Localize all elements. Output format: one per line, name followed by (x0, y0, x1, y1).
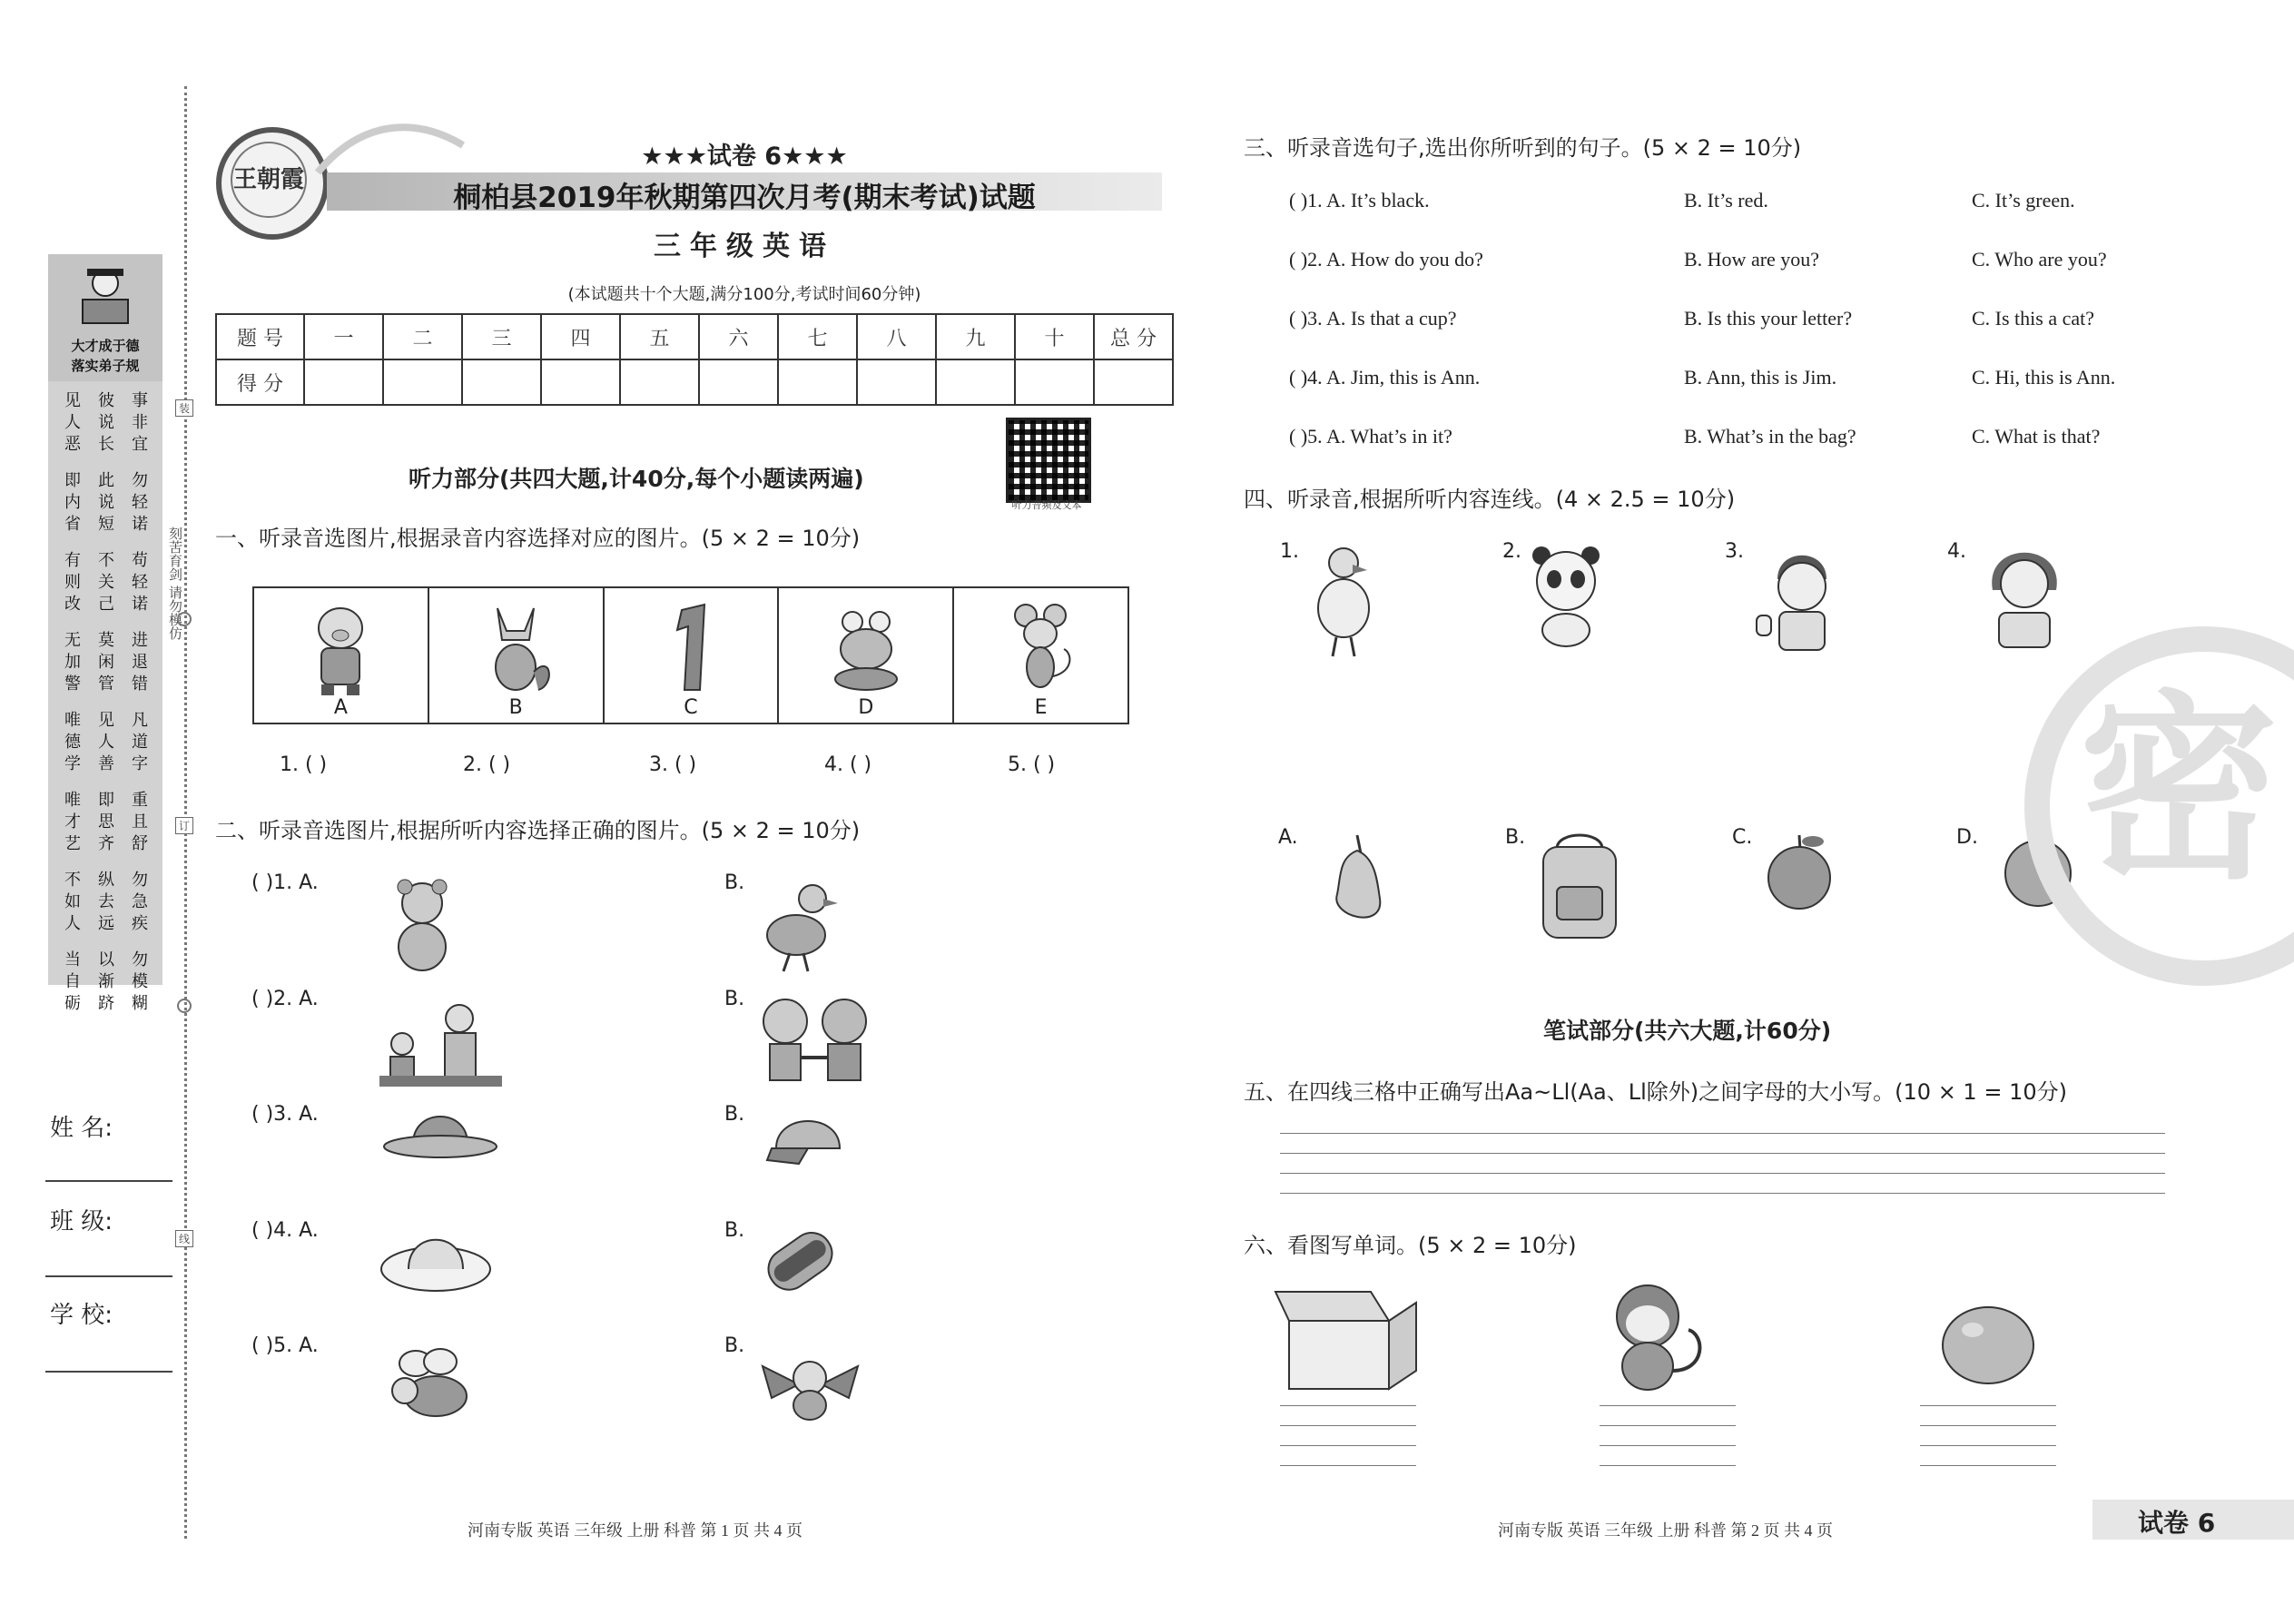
picture-letter-c: C (684, 696, 698, 719)
number-one-icon (650, 599, 732, 699)
motto-head-line1: 大才成于德 (71, 338, 140, 354)
cap-icon (763, 1107, 862, 1171)
score-cell[interactable] (462, 359, 541, 405)
bow-icon-2 (175, 997, 193, 1015)
word-line (1280, 1405, 1416, 1406)
sec2-q5-label[interactable]: ( )5. A. (251, 1334, 319, 1357)
sec2-q5-b-label: B. (724, 1334, 745, 1357)
round-hat-icon (377, 1225, 495, 1298)
score-cell[interactable] (1015, 359, 1094, 405)
fox-icon (475, 599, 556, 699)
duck-icon (758, 876, 840, 976)
grid-line-4 (1280, 1193, 2165, 1194)
motto-column: 纵去远 (98, 871, 114, 933)
binding-stamp-xian: 线 (175, 1230, 193, 1247)
word-line (1600, 1445, 1736, 1446)
answer-blank-5[interactable]: 5. ( ) (1008, 753, 1056, 776)
exam-note: (本试题共十个大题,满分100分,考试时间60分钟) (567, 285, 921, 304)
score-cell[interactable]: 得 分 (216, 359, 304, 405)
sec2-q4-b-label: B. (724, 1219, 745, 1242)
frog-icon (825, 599, 907, 699)
motto-column: 即思齐 (98, 791, 114, 853)
score-header-cell: 四 (541, 314, 620, 359)
motto-column: 见人善 (98, 711, 114, 773)
score-cell[interactable] (857, 359, 936, 405)
sec3-option-c: C. What is that? (1972, 425, 2101, 448)
word-line (1920, 1405, 2056, 1406)
motto-column: 勿急疾 (132, 871, 148, 933)
motto-column: 莫闲管 (98, 631, 114, 694)
motto-header (48, 254, 162, 381)
section1-picture-table (252, 586, 1129, 724)
sec3-option-b: B. Ann, this is Jim. (1684, 366, 1837, 389)
sec3-option-a[interactable]: ( )1. A. It’s black. (1289, 189, 1430, 212)
grid-line-2 (1280, 1153, 2165, 1154)
picture-letter-a: A (333, 696, 348, 719)
score-header-cell: 题 号 (216, 314, 304, 359)
box-icon (1271, 1284, 1421, 1393)
sec2-q1-b-label: B. (724, 871, 745, 894)
sec3-option-b: B. Is this your letter? (1684, 307, 1853, 330)
motto-column: 此说短 (98, 471, 114, 534)
girl-bear-handshake-icon (753, 994, 876, 1085)
word-line (1920, 1445, 2056, 1446)
motto-column: 重且舒 (132, 791, 148, 853)
motto-group (61, 950, 152, 1015)
paper-number: ★★★试卷 6★★★ (641, 143, 848, 171)
girl-icon[interactable] (1979, 540, 2070, 649)
class-label: 班 级: (50, 1208, 113, 1235)
section1-title: 一、听录音选图片,根据录音内容选择对应的图片。(5 × 2 = 10分) (215, 526, 861, 551)
duck-icon-2[interactable] (1307, 543, 1380, 661)
motto-column: 彼说长 (98, 391, 114, 454)
motto-group (61, 630, 152, 695)
motto-column: 见人恶 (64, 391, 81, 454)
pig-icon (300, 599, 381, 699)
side-note: 刻苦育剑 请勿模仿 (167, 527, 183, 640)
score-cell[interactable] (778, 359, 857, 405)
motto-column: 唯才艺 (64, 791, 81, 853)
section4-title: 四、听录音,根据所听内容连线。(4 × 2.5 = 10分) (1244, 487, 1736, 512)
score-cell[interactable] (620, 359, 699, 405)
motto-group (61, 550, 152, 615)
sec4-top-label-3: 3. (1725, 540, 1744, 563)
picture-cell-e (954, 588, 1127, 723)
sec3-option-b: B. What’s in the bag? (1684, 425, 1856, 448)
footer-left: 河南专版 英语 三年级 上册 科普 第 1 页 共 4 页 (468, 1521, 802, 1540)
bear-icon (381, 876, 463, 976)
school-field[interactable] (45, 1371, 172, 1373)
sec3-option-c: C. Hi, this is Ann. (1972, 366, 2116, 389)
word-line (1600, 1425, 1736, 1426)
exam-title: 桐柏县2019年秋期第四次月考(期末考试)试题 (453, 182, 1036, 214)
motto-column: 不关己 (98, 551, 114, 614)
sec3-option-a[interactable]: ( )5. A. What’s in it? (1289, 425, 1452, 448)
school-label: 学 校: (50, 1302, 113, 1329)
motto-group (61, 710, 152, 775)
word-line (1280, 1445, 1416, 1446)
sec3-option-b: B. How are you? (1684, 248, 1820, 271)
teacher-student-icon (379, 999, 502, 1089)
sec4-bottom-label-b: B. (1505, 826, 1526, 849)
grid-line-3 (1280, 1173, 2165, 1174)
score-header-row (216, 314, 1173, 359)
picture-letter-d: D (858, 696, 874, 719)
schoolbag-icon[interactable] (1530, 831, 1629, 944)
qr-code-icon[interactable] (1006, 418, 1091, 503)
class-field[interactable] (45, 1275, 172, 1277)
motto-column: 不如人 (64, 871, 81, 933)
paper-tab-label: 试卷 6 (2138, 1508, 2216, 1538)
motto-group (61, 390, 152, 456)
word-line (1600, 1465, 1736, 1466)
sec4-top-label-1: 1. (1280, 540, 1299, 563)
motto-panel (48, 254, 162, 1013)
picture-cell-a (254, 588, 429, 723)
sec4-bottom-label-a: A. (1278, 826, 1298, 849)
sec3-option-c: C. It’s green. (1972, 189, 2075, 212)
score-table (215, 313, 1174, 406)
binding-dotted-line (184, 86, 187, 1539)
sec4-bottom-label-c: C. (1732, 826, 1753, 849)
writing-part-title: 笔试部分(共六大题,计60分) (1543, 1018, 1832, 1044)
panda-icon[interactable] (1525, 543, 1607, 647)
word-line (1920, 1425, 2056, 1426)
sec3-option-c: C. Who are you? (1972, 248, 2107, 271)
word-line (1920, 1465, 2056, 1466)
name-label: 姓 名: (50, 1115, 113, 1142)
score-header-cell: 总 分 (1094, 314, 1173, 359)
word-line (1280, 1465, 1416, 1466)
bird-icon (758, 1343, 862, 1430)
sec2-q1-label[interactable]: ( )1. A. (251, 871, 319, 894)
footer-right: 河南专版 英语 三年级 上册 科普 第 2 页 共 4 页 (1498, 1521, 1833, 1540)
sec3-option-a[interactable]: ( )3. A. Is that a cup? (1289, 307, 1457, 330)
sec4-bottom-label-d: D. (1956, 826, 1978, 849)
sec3-option-b: B. It’s red. (1684, 189, 1768, 212)
picture-cell-c (605, 588, 780, 723)
score-cell[interactable] (304, 359, 383, 405)
score-value-row (216, 359, 1173, 405)
motto-head-line2: 落实弟子规 (71, 358, 140, 374)
motto-column: 有则改 (64, 551, 81, 614)
section6-title: 六、看图写单词。(5 × 2 = 10分) (1244, 1233, 1577, 1258)
motto-column: 进退错 (132, 631, 148, 694)
score-cell[interactable] (1094, 359, 1173, 405)
mouse-icon (1000, 599, 1082, 699)
motto-group (61, 790, 152, 855)
sec3-option-a[interactable]: ( )2. A. How do you do? (1289, 248, 1483, 271)
motto-column: 苟轻诺 (132, 551, 148, 614)
binding-stamp-ding: 订 (175, 817, 193, 834)
score-header-cell: 八 (857, 314, 936, 359)
egg-icon (1938, 1303, 2038, 1389)
answer-blank-2[interactable]: 2. ( ) (463, 753, 511, 776)
boy-icon[interactable] (1752, 543, 1852, 652)
section3-title: 三、听录音选句子,选出你所听到的句子。(5 × 2 = 10分) (1244, 135, 1802, 161)
sec3-option-c: C. Is this a cat? (1972, 307, 2095, 330)
motto-column: 以渐跻 (98, 950, 114, 1013)
score-header-cell: 五 (620, 314, 699, 359)
score-header-cell: 三 (462, 314, 541, 359)
sec3-option-a[interactable]: ( )4. A. Jim, this is Ann. (1289, 366, 1481, 389)
picture-cell-d (779, 588, 954, 723)
hat-icon (381, 1103, 499, 1166)
name-field[interactable] (45, 1180, 172, 1182)
word-line (1280, 1425, 1416, 1426)
picture-letter-b: B (508, 696, 523, 719)
bee-icon (381, 1343, 481, 1425)
motto-group (61, 470, 152, 536)
scholar-icon (74, 263, 137, 327)
grid-line-1 (1280, 1133, 2165, 1134)
score-cell[interactable] (383, 359, 462, 405)
score-header-cell: 十 (1015, 314, 1094, 359)
motto-column: 即内省 (64, 471, 81, 534)
sec2-q3-b-label: B. (724, 1103, 745, 1126)
ribbon-decoration-icon (309, 109, 472, 182)
motto-column: 无加警 (64, 631, 81, 694)
answer-blank-3[interactable]: 3. ( ) (649, 753, 697, 776)
brand-logo-text: 王朝霞 (231, 142, 307, 218)
motto-column: 事非宜 (132, 391, 148, 454)
motto-column: 勿轻诺 (132, 471, 148, 534)
watermark-text: 密 (2079, 674, 2279, 906)
qr-caption: 听力音频及文本 (1011, 499, 1082, 511)
hotdog-icon (758, 1221, 849, 1307)
score-header-cell: 九 (936, 314, 1015, 359)
exam-subject: 三年级英语 (654, 231, 835, 262)
score-header-cell: 二 (383, 314, 462, 359)
picture-letter-e: E (1034, 696, 1048, 719)
binding-stamp-zhuang: 装 (175, 399, 193, 417)
motto-group (61, 870, 152, 935)
score-header-cell: 七 (778, 314, 857, 359)
answer-blank-1[interactable]: 1. ( ) (280, 753, 328, 776)
sec2-q3-label[interactable]: ( )3. A. (251, 1103, 319, 1126)
listening-part-title: 听力部分(共四大题,计40分,每个小题读两遍) (409, 466, 864, 492)
motto-column: 凡道字 (132, 711, 148, 773)
motto-column: 唯德学 (64, 711, 81, 773)
bow-icon (175, 610, 193, 628)
sec2-q2-b-label: B. (724, 988, 745, 1010)
sec4-top-label-2: 2. (1502, 540, 1521, 563)
apple-icon[interactable] (1757, 831, 1843, 912)
section2-title: 二、听录音选图片,根据所听内容选择正确的图片。(5 × 2 = 10分) (215, 818, 861, 843)
picture-cell-b (429, 588, 605, 723)
score-cell[interactable] (699, 359, 778, 405)
score-header-cell: 一 (304, 314, 383, 359)
sec2-q2-label[interactable]: ( )2. A. (251, 988, 319, 1010)
sec4-top-label-4: 4. (1947, 540, 1966, 563)
motto-column: 当自砺 (64, 950, 81, 1013)
sec2-q4-label[interactable]: ( )4. A. (251, 1219, 319, 1242)
score-header-cell: 六 (699, 314, 778, 359)
score-cell[interactable] (936, 359, 1015, 405)
monkey-icon (1598, 1280, 1716, 1393)
answer-blank-4[interactable]: 4. ( ) (824, 753, 872, 776)
motto-columns (61, 390, 152, 1029)
pear-icon[interactable] (1321, 831, 1393, 930)
motto-column: 勿模糊 (132, 950, 148, 1013)
word-line (1600, 1405, 1736, 1406)
section5-title: 五、在四线三格中正确写出Aa~Ll(Aa、Ll除外)之间字母的大小写。(10 × 1 = 10分) (1244, 1079, 2067, 1105)
score-cell[interactable] (541, 359, 620, 405)
